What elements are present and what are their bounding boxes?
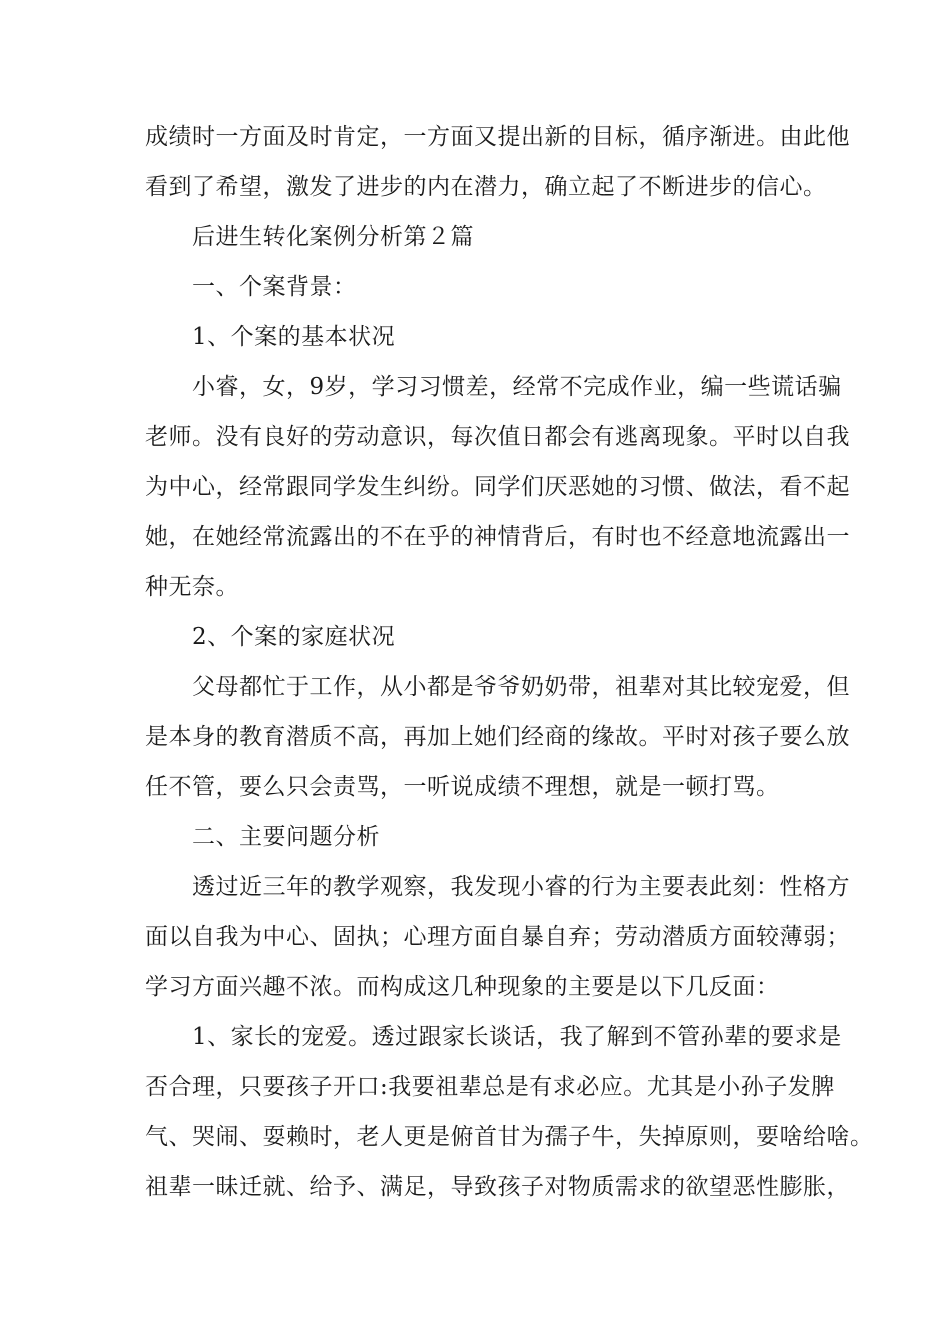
paragraph-line: 她，在她经常流露出的不在乎的神情背后，有时也不经意地流露出一	[145, 524, 850, 550]
heading-1: 二、主要问题分析	[192, 824, 380, 850]
paragraph-line: 面以自我为中心、固执；心理方面自暴自弃；劳动潜质方面较薄弱；	[145, 924, 850, 950]
paragraph-line: 气、哭闹、耍赖时，老人更是俯首甘为孺子牛，失掉原则，要啥给啥。	[145, 1124, 874, 1150]
paragraph-line: 透过近三年的教学观察，我发现小睿的行为主要表此刻：性格方	[192, 874, 850, 900]
paragraph-line: 看到了希望，激发了进步的内在潜力，确立起了不断进步的信心。	[145, 174, 827, 200]
paragraph-line: 父母都忙于工作，从小都是爷爷奶奶带，祖辈对其比较宠爱，但	[192, 674, 850, 700]
paragraph-line: 任不管，要么只会责骂，一听说成绩不理想，就是一顿打骂。	[145, 774, 780, 800]
heading-2: 2、个案的家庭状况	[192, 624, 396, 650]
paragraph-line: 为中心，经常跟同学发生纠纷。同学们厌恶她的习惯、做法，看不起	[145, 474, 850, 500]
heading-2: 1、个案的基本状况	[192, 324, 396, 350]
paragraph-line: 1、家长的宠爱。透过跟家长谈话，我了解到不管孙辈的要求是	[192, 1024, 842, 1050]
paragraph-line: 学习方面兴趣不浓。而构成这几种现象的主要是以下几反面：	[145, 974, 780, 1000]
heading-1: 一、个案背景：	[192, 274, 357, 300]
paragraph-line: 老师。没有良好的劳动意识，每次值日都会有逃离现象。平时以自我	[145, 424, 850, 450]
paragraph-line: 小睿，女，9岁，学习习惯差，经常不完成作业，编一些谎话骗	[192, 374, 842, 400]
paragraph-line: 祖辈一昧迁就、给予、满足，导致孩子对物质需求的欲望恶性膨胀，	[145, 1174, 850, 1200]
paragraph-line: 成绩时一方面及时肯定，一方面又提出新的目标，循序渐进。由此他	[145, 124, 850, 150]
paragraph-line: 种无奈。	[145, 574, 239, 600]
paragraph-line: 是本身的教育潜质不高，再加上她们经商的缘故。平时对孩子要么放	[145, 724, 850, 750]
section-title: 后进生转化案例分析第２篇	[192, 224, 474, 250]
paragraph-line: 否合理，只要孩子开口:我要祖辈总是有求必应。尤其是小孙子发脾	[145, 1074, 835, 1100]
